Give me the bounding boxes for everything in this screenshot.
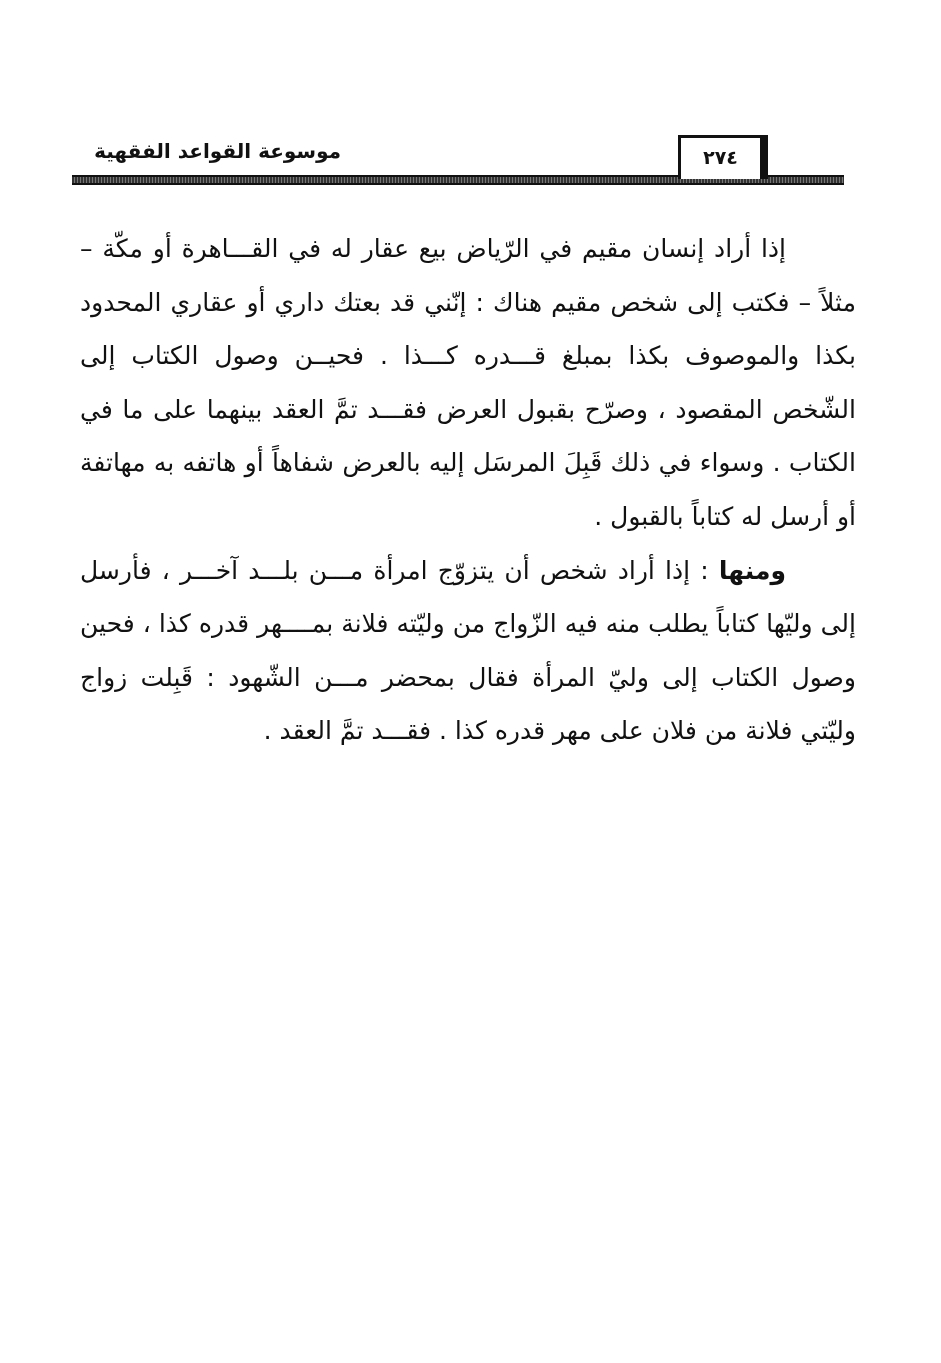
paragraph-2-text: : إذا أراد شخص أن يتزوّج امرأة مـــن بلـــد آخـــر ، فأرسل إلى وليّها كتاباً يطلب منه فيه الزّواج من وليّته فلانة بمــــهر قدره كذا ، فحين وصول الكتاب إلى وليّ المرأة فقال بمحضر مـــن الشّهود : قَبِلت زواج وليّتي فلانة من فلان على مهر قدره كذا . فقـــد تمَّ العقد . (80, 555, 856, 746)
page-number: ٢٧٤ (678, 135, 768, 179)
book-title: موسوعة القواعد الفقهية (94, 139, 341, 163)
page-header (72, 135, 844, 187)
body-text (80, 222, 856, 758)
paragraph-2-lead-word: ومنها (718, 555, 786, 585)
paragraph-2 (80, 544, 856, 758)
paragraph-1: إذا أراد إنسان مقيم في الرّياض بيع عقار له في القـــاهرة أو مكّة – مثلاً – فكتب إلى شخص مقيم هناك : إنّني قد بعتك داري أو عقاري المحدود بكذا والموصوف بكذا بمبلغ قـــدره كـــذا . فحيــن وصول الكتاب إلى الشّخص المقصود ، وصرّح بقبول العرض فقـــد تمَّ العقد بينهما على ما في الكتاب . وسواء في ذلك قَبِلَ المرسَل إليه بالعرض شفاهاً أو هاتفه به مهاتفة أو أرسل له كتاباً بالقبول . (80, 234, 856, 531)
